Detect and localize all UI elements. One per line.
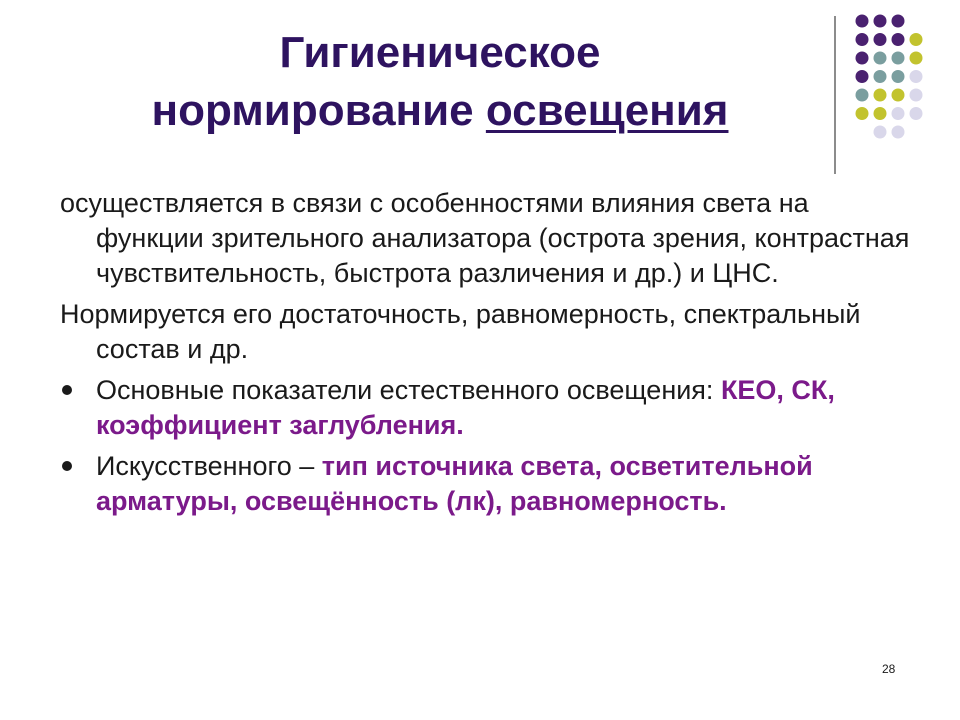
decorative-dot <box>892 33 905 46</box>
title-line-1: Гигиеническое <box>279 28 601 77</box>
paragraph-1: осуществляется в связи с особенностями влияния света на функции зрительного анализатора (острота зрения, контрастная чувствительность, быстрота различения и др.) и ЦНС. <box>60 188 910 288</box>
decorative-dot <box>856 52 869 65</box>
decorative-dot <box>892 52 905 65</box>
bullet-icon <box>62 385 72 395</box>
bullet-2-highlight: тип источника света, осветительной арматуры, освещённость (лк), равномерность. <box>96 451 813 516</box>
decorative-dot <box>874 33 887 46</box>
decorative-dot <box>874 126 887 139</box>
bullet-1-highlight: КЕО, СК, коэффициент заглубления. <box>96 375 835 440</box>
decorative-dot <box>856 107 869 120</box>
page-number: 28 <box>882 662 896 676</box>
title-line-2-underlined: освещения <box>485 86 729 135</box>
title-line-2-plain: нормирование <box>151 86 486 135</box>
decorative-dot <box>874 89 887 102</box>
slide-body <box>60 186 910 525</box>
decorative-dot <box>910 107 923 120</box>
decorative-dot <box>892 70 905 83</box>
decorative-dot <box>856 15 869 28</box>
bullet-item-natural-lighting <box>60 373 910 443</box>
decorative-dot-grid <box>0 0 960 180</box>
bullet-1-text: Основные показатели естественного освещения: <box>96 375 721 405</box>
decorative-dot <box>892 126 905 139</box>
bullet-2-text: Искусственного – <box>96 451 322 481</box>
bullet-item-artificial-lighting <box>60 449 910 519</box>
paragraph-2: Нормируется его достаточность, равномерность, спектральный состав и др. <box>60 299 861 364</box>
decorative-dot <box>874 52 887 65</box>
decorative-dot <box>910 52 923 65</box>
bullet-icon <box>62 461 72 471</box>
decorative-dot <box>910 89 923 102</box>
decorative-dot <box>892 89 905 102</box>
decorative-dot <box>874 70 887 83</box>
decorative-dot <box>856 33 869 46</box>
decorative-dot <box>892 107 905 120</box>
decorative-dot <box>856 70 869 83</box>
decorative-dot <box>892 15 905 28</box>
decorative-dot <box>856 89 869 102</box>
decorative-dot <box>874 107 887 120</box>
decorative-dot <box>874 15 887 28</box>
decorative-dot <box>910 33 923 46</box>
decorative-dot <box>910 70 923 83</box>
